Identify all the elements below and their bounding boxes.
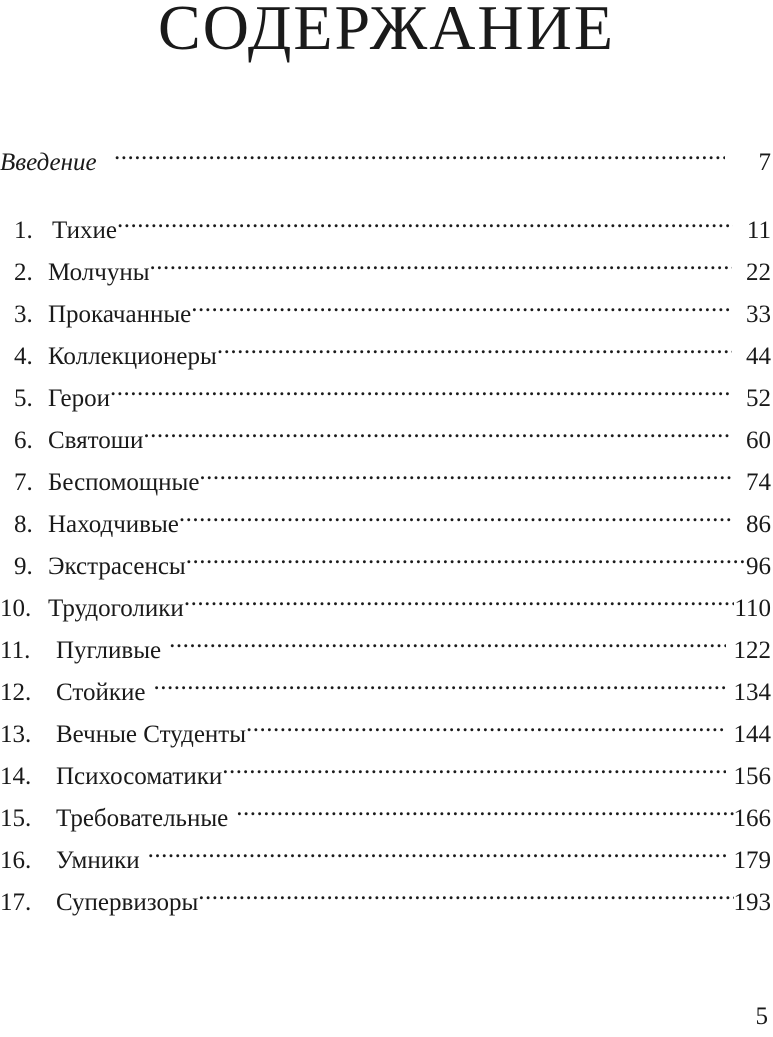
toc-entry-number: 11.	[0, 637, 31, 664]
toc-entry[interactable]	[0, 540, 773, 580]
toc-entry[interactable]	[0, 708, 773, 748]
toc-entry-label: Экстрасенсы	[48, 553, 186, 580]
toc-entry[interactable]	[0, 330, 773, 370]
dot-leader	[186, 540, 746, 574]
toc-entry-page: 144	[733, 721, 771, 748]
toc-entry-label: Умники	[56, 847, 140, 874]
toc-entry-number: 8.	[14, 511, 33, 538]
toc-entry-page: 52	[746, 385, 771, 412]
dot-leader	[148, 834, 726, 868]
toc-entry[interactable]	[0, 876, 773, 916]
toc-entry-label: Вечные Студенты	[56, 721, 247, 748]
toc-entry-page: 96	[746, 553, 771, 580]
toc-entry-number: 17.	[0, 889, 32, 916]
toc-entry[interactable]	[0, 582, 773, 622]
toc-entry-page: 156	[733, 763, 771, 790]
dot-leader	[236, 792, 733, 826]
toc-entry-label: Супервизоры	[56, 889, 199, 916]
toc-entry-label: Молчуны	[48, 259, 150, 286]
dot-leader	[184, 582, 735, 616]
dot-leader	[169, 624, 725, 658]
dot-leader	[246, 708, 725, 742]
dot-leader	[110, 372, 732, 406]
toc-entry[interactable]	[0, 456, 773, 496]
toc-entry-label: Тихие	[52, 217, 118, 244]
toc-entry-number: 3.	[14, 301, 33, 328]
toc-entry-page: 33	[746, 301, 771, 328]
toc-entry[interactable]	[0, 414, 773, 454]
toc-entry-number: 9.	[14, 553, 33, 580]
toc-entry-page: 122	[733, 637, 771, 664]
dot-leader	[150, 246, 732, 280]
page-number: 5	[755, 1003, 768, 1030]
toc-entry-label: Психосоматики	[56, 763, 223, 790]
toc-entry[interactable]	[0, 204, 773, 244]
dot-leader	[179, 498, 732, 532]
toc-entry-page: 7	[758, 149, 771, 176]
toc-entry-number: 16.	[0, 847, 32, 874]
dot-leader	[117, 204, 733, 238]
toc-entry-label: Трудоголики	[48, 595, 184, 622]
toc-entry-page: 60	[746, 427, 771, 454]
toc-entry-label: Коллекционеры	[48, 343, 217, 370]
toc-entry-number: 13.	[0, 721, 32, 748]
toc-entry-label: Герои	[48, 385, 111, 412]
toc-entry[interactable]	[0, 624, 773, 664]
toc-entry-number: 14.	[0, 763, 32, 790]
toc-entry-number: 1.	[14, 217, 33, 244]
toc-entry-page: 11	[746, 217, 771, 244]
dot-leader	[217, 330, 732, 364]
toc-entry-number: 12.	[0, 679, 32, 706]
toc-entry-page: 74	[746, 469, 771, 496]
toc-entry-page: 193	[733, 889, 771, 916]
toc-entry[interactable]	[0, 834, 773, 874]
toc-entry-number: 6.	[14, 427, 33, 454]
toc-entry-page: 166	[733, 805, 771, 832]
toc-entry-number: 10.	[0, 595, 32, 622]
toc-entry[interactable]	[0, 372, 773, 412]
dot-leader	[199, 456, 732, 490]
toc-entry-label: Беспомощные	[48, 469, 200, 496]
toc-entry-label: Находчивые	[48, 511, 179, 538]
dot-leader	[222, 750, 725, 784]
toc-entry[interactable]	[0, 666, 773, 706]
toc-entry-number: 15.	[0, 805, 32, 832]
toc-entry[interactable]	[0, 498, 773, 538]
toc-entry-number: 2.	[14, 259, 33, 286]
toc-entry-page: 22	[746, 259, 771, 286]
toc-entry-page: 86	[746, 511, 771, 538]
dot-leader	[115, 136, 725, 170]
toc-entry-label: Святоши	[48, 427, 144, 454]
toc-entry-label: Стойкие	[56, 679, 146, 706]
toc-entry-page: 179	[733, 847, 771, 874]
page-title: СОДЕРЖАНИЕ	[158, 0, 615, 63]
dot-leader	[143, 414, 732, 448]
dot-leader	[191, 288, 732, 322]
toc-entry-page: 44	[746, 343, 771, 370]
toc-entry[interactable]	[0, 246, 773, 286]
toc-entry[interactable]	[0, 792, 773, 832]
toc-entry-number: 7.	[14, 469, 33, 496]
dot-leader	[198, 876, 733, 910]
toc-entry-label: Пугливые	[56, 637, 162, 664]
toc-entry-number: 4.	[14, 343, 33, 370]
toc-entry-page: 134	[733, 679, 771, 706]
toc-entry-number: 5.	[14, 385, 33, 412]
toc-entry-label: Прокачанные	[48, 301, 192, 328]
toc-entry-label: Требовательные	[56, 805, 229, 832]
dot-leader	[153, 666, 725, 700]
toc-entry-intro[interactable]	[0, 136, 773, 176]
toc-entry[interactable]	[0, 288, 773, 328]
toc-entry[interactable]	[0, 750, 773, 790]
toc-entry-label: Введение	[0, 149, 97, 176]
toc-entry-page: 110	[734, 595, 771, 622]
